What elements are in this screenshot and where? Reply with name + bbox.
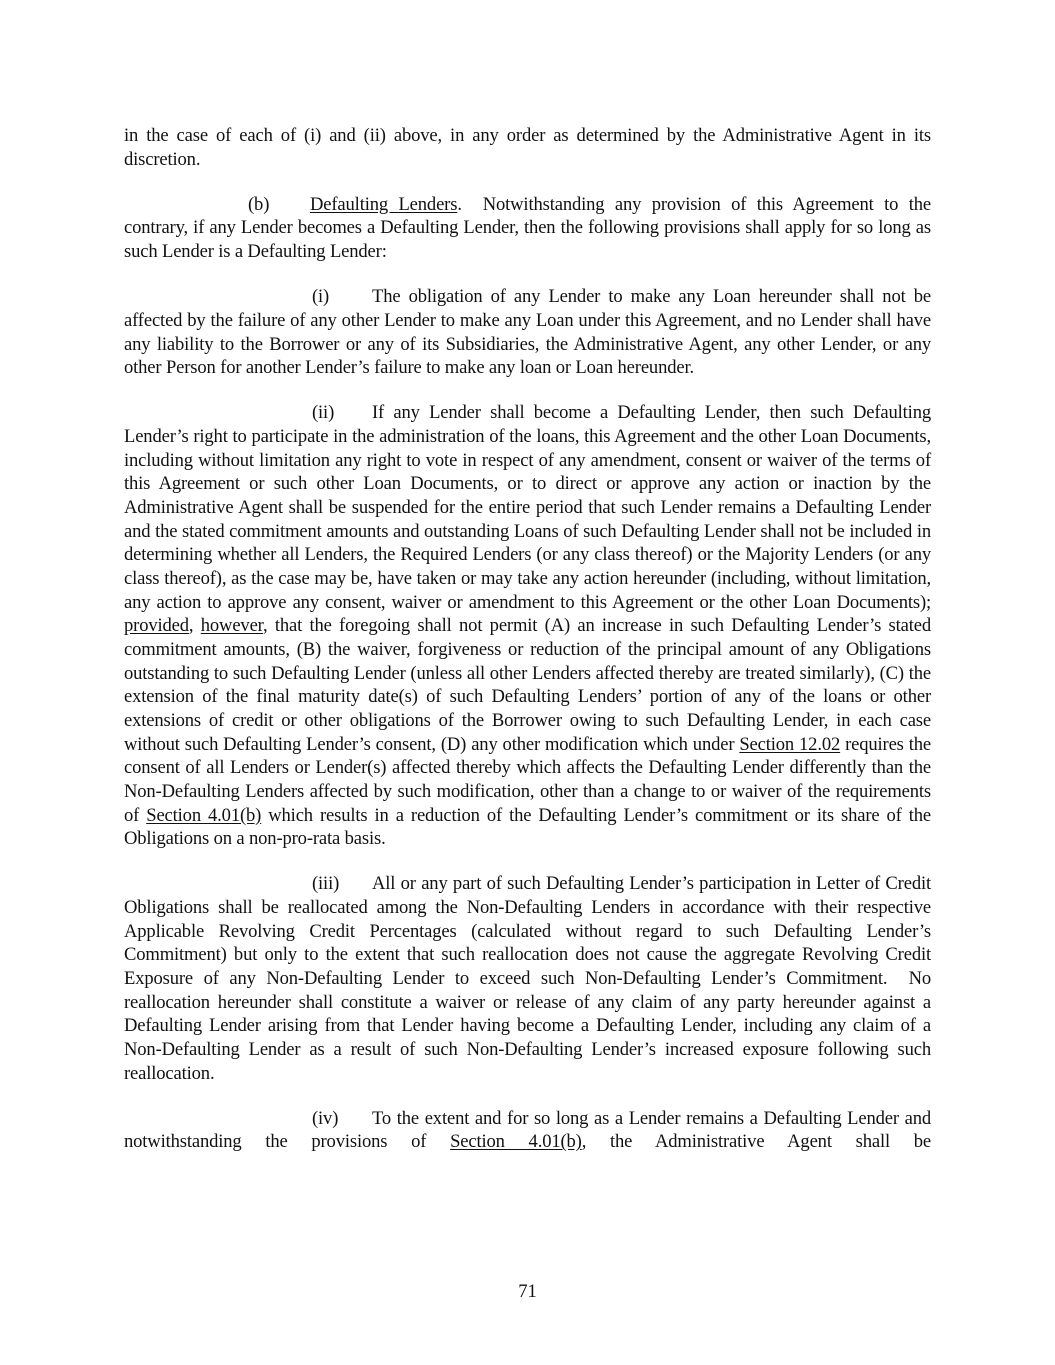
- clause-i-text: The obligation of any Lender to make any Loan hereunder shall not be affected by the failure of any other Lender to make any Loan under this Agreement, and no Lender shall have any liability to the Borrower or any of its Subsidiaries, the Administrative Agent, any other Lender, or any other Person for another Lender’s failure to make any loan or Loan hereunder.: [124, 286, 931, 379]
- section-b-heading-punct: .: [457, 193, 462, 215]
- clause-ii-marker: (ii): [312, 402, 335, 424]
- clause-iv-text-1: To the extent and for so long as a Lender remains a Defaulting Lender and notwithstanding the provisions of: [124, 1107, 931, 1153]
- section-b-text: Notwithstanding any provision of this Agreement to the contrary, if any Lender becomes a Defaulting Lender, then the following provisions shall apply for so long as such Lender is a Defaulting Lender:: [124, 193, 936, 263]
- section-b-marker: (b): [248, 193, 270, 215]
- continuation-text: in the case of each of (i) and (ii) above, in any order as determined by the Administrative Agent in its discretion.: [124, 125, 931, 170]
- clause-iii-text: All or any part of such Defaulting Lender’s participation in Letter of Credit Obligations shall be reallocated among the Non-Defaulting Lenders in accordance with their respective Applicable Revolving Credit Percentages (calculated without regard to such Defaulting Lender’s Commitment) but only to the extent that such reallocation does not cause the aggregate Revolving Credit Exposure of any Non-Defaulting Lender to exceed such Non-Defaulting Lender’s Commitment. No reallocation hereunder shall constitute a waiver or release of any claim of any party hereunder against a Defaulting Lender arising from that Lender having become a Defaulting Lender, including any claim of a Non-Defaulting Lender as a result of such Non-Defaulting Lender’s increased exposure following such reallocation.: [124, 873, 936, 1084]
- continuation-paragraph: [124, 124, 931, 171]
- provided-term: provided: [124, 615, 189, 637]
- section-12-02-reference: Section 12.02: [739, 733, 841, 755]
- page-number: 71: [518, 1281, 537, 1302]
- clause-iii-paragraph: [124, 872, 936, 1085]
- clause-ii-paragraph: [124, 401, 931, 850]
- section-4-01b-reference: Section 4.01(b): [450, 1131, 582, 1153]
- clause-ii-text-4: which results in a reduction of the Defaulting Lender’s commitment or its share of the Obligations on a non-pro-rata basis.: [124, 804, 932, 850]
- section-b-heading: Defaulting Lenders: [310, 193, 458, 215]
- clause-ii-text-3: requires the consent of all Lenders or Lender(s) affected thereby which affects the Defaulting Lender differently than the Non-Defaulting Lenders affected by such modification, other than a change to or waiver of the requirements of: [124, 733, 932, 826]
- however-term: however: [200, 615, 263, 637]
- clause-iv-marker: (iv): [312, 1107, 339, 1129]
- document-page: [124, 124, 936, 1176]
- clause-iii-marker: (iii): [312, 873, 340, 895]
- clause-i-paragraph: [124, 285, 931, 380]
- clause-iv-text-2: , the Administrative Agent shall be: [581, 1131, 931, 1153]
- clause-ii-text-1: If any Lender shall become a Defaulting Lender, then such Defaulting Lender’s right to participate in the administration of the loans, this Agreement and the other Loan Documents, including without limitation any right to vote in respect of any amendment, consent or waiver of the terms of this Agreement or such other Loan Documents, or to direct or approve any action or inaction by the Administrative Agent shall be suspended for the entire period that such Lender remains a Defaulting Lender and the stated commitment amounts and outstanding Loans of such Defaulting Lender shall not be included in determining whether all Lenders, the Required Lenders (or any class thereof) or the Majority Lenders (or any class thereof), as the case may be, have taken or may take any action hereunder (including, without limitation, any action to approve any consent, waiver or amendment to this Agreement or the other Loan Documents);: [124, 402, 931, 613]
- section-4-01b-reference: Section 4.01(b): [146, 804, 262, 826]
- clause-ii-text-2: , that the foregoing shall not permit (A) an increase in such Defaulting Lender’s stated commitment amounts, (B) the waiver, forgiveness or reduction of the principal amount of any Obligations outstanding to such Defaulting Lender (unless all other Lenders affected thereby are treated similarly), (C) the extension of the final maturity date(s) of such Defaulting Lenders’ portion of any of the loans or other extensions of credit or other obligations of the Borrower owing to such Defaulting Lender, in each case without such Defaulting Lender’s consent, (D) any other modification which under: [124, 615, 931, 755]
- clause-i-marker: (i): [312, 286, 330, 308]
- clause-iv-paragraph: [124, 1107, 931, 1154]
- clause-ii-comma: ,: [188, 615, 201, 637]
- section-b-paragraph: [124, 193, 936, 264]
